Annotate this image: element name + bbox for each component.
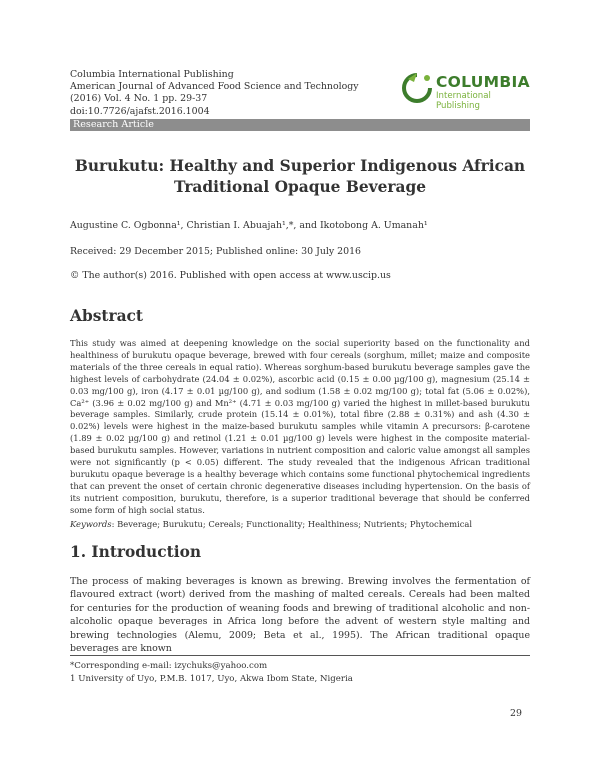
article-type-bar (70, 119, 530, 131)
introduction-heading: 1. Introduction (70, 543, 202, 561)
page-number: 29 (510, 708, 522, 719)
logo-wordmark: COLUMBIA (436, 73, 530, 91)
columbia-logo (400, 71, 530, 111)
footnote-divider (70, 655, 530, 656)
introduction-text: The process of making beverages is known as brewing. Brewing involves the fermentation of flavoured extract (wort) derived from the mashing of malted cereals. Cereals had been malted for centuries for the production of weaning foods and brewing of traditional alcoholic and non-alcoholic opaque beverages in Africa long before the advent of western style malting and brewing technologies (Alemu, 2009; Beta et al., 1995). The African traditional opaque beverages are known (70, 576, 530, 655)
corresponding-email: *Corresponding e-mail: izychuks@yahoo.com (70, 661, 268, 671)
keywords-label: Keywords (70, 519, 112, 529)
license-statement: © The author(s) 2016. Published with open access at www.uscip.us (70, 270, 391, 281)
author-list: Augustine C. Ogbonna¹, Christian I. Abuajah¹,*, and Ikotobong A. Umanah¹ (70, 220, 428, 231)
volume-info: (2016) Vol. 4 No. 1 pp. 29-37 (70, 93, 208, 105)
logo-subtitle: International Publishing (436, 91, 491, 111)
logo-mark-icon (400, 71, 434, 105)
article-type: Research Article (73, 119, 154, 130)
journal-header (70, 69, 359, 118)
paper-title: Burukutu: Healthy and Superior Indigenous African Traditional Opaque Beverage (74, 157, 526, 196)
publisher-name: Columbia International Publishing (70, 69, 234, 80)
keywords (70, 519, 530, 529)
doi: doi:10.7726/ajafst.2016.1004 (70, 105, 210, 117)
journal-name: American Journal of Advanced Food Science and Technology (70, 81, 359, 93)
affiliation-footnote: 1 University of Uyo, P.M.B. 1017, Uyo, Akwa Ibom State, Nigeria (70, 674, 353, 684)
abstract-text: This study was aimed at deepening knowledge on the social superiority based on the functionality and healthiness of burukutu opaque beverage, brewed with four cereals (sorghum, millet; maize and composite materials of the three cereals in equal ratio). Whereas sorghum-based burukutu beverage samples gave the highest levels of carbohydrate (24.04 ± 0.02%), ascorbic acid (0.15 ± 0.00 µg/100 g), magnesium (25.14 ± 0.03 mg/100 g), iron (4.17 ± 0.01 µg/100 g), and sodium (1.58 ± 0.02 mg/100 g); total fat (5.06 ± 0.02%), Ca²⁺ (3.96 ± 0.02 mg/100 g) and Mn²⁺ (4.71 ± 0.03 mg/100 g) varied the highest in millet-based burukutu beverage samples. Similarly, crude protein (15.14 ± 0.01%), total fibre (2.88 ± 0.31%) and ash (4.30 ± 0.02%) levels were highest in the maize-based burukutu samples while vitamin A precursors: β-carotene (1.89 ± 0.02 µg/100 g) and retinol (1.21 ± 0.01 µg/100 g) levels were highest in the composite material-based burukutu samples. However, variations in nutrient composition and caloric value amongst all samples were not significantly (p < 0.05) different. The study revealed that the indigenous African traditional burukutu opaque beverage is a healthy beverage which contains some functional phytochemical ingredients that can prevent the onset of certain chronic degenerative diseases including hypertension. On the basis of its nutrient composition, burukutu, therefore, is a superior traditional beverage that should be conferred some form of high social status. (70, 338, 530, 515)
received-dates: Received: 29 December 2015; Published online: 30 July 2016 (70, 246, 362, 257)
abstract-heading: Abstract (70, 307, 144, 325)
keywords-list: : Beverage; Burukutu; Cereals; Functionality; Healthiness; Nutrients; Phytochemical (111, 519, 473, 529)
